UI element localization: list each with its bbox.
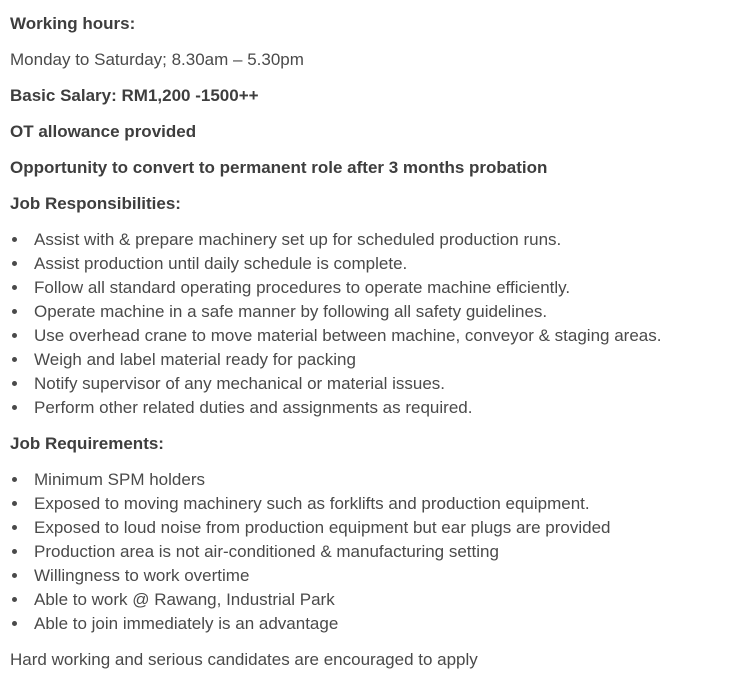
- list-item-text: Use overhead crane to move material between machine, conveyor & staging areas.: [34, 326, 662, 345]
- list-item-text: Production area is not air-conditioned & manufacturing setting: [34, 542, 499, 561]
- salary-text: Basic Salary: RM1,200 -1500++: [10, 86, 259, 105]
- bullet-icon: [12, 573, 17, 578]
- list-item-text: Able to work @ Rawang, Industrial Park: [34, 590, 335, 609]
- requirements-list: [10, 468, 732, 636]
- list-item-text: Exposed to moving machinery such as forklifts and production equipment.: [34, 494, 590, 513]
- list-item: [10, 468, 732, 492]
- working-hours-heading: Working hours:: [10, 14, 136, 33]
- closing-text: Hard working and serious candidates are encouraged to apply: [10, 650, 478, 669]
- list-item: [10, 300, 732, 324]
- bullet-icon: [12, 309, 17, 314]
- list-item: [10, 588, 732, 612]
- bullet-icon: [12, 597, 17, 602]
- bullet-icon: [12, 621, 17, 626]
- ot-text: OT allowance provided: [10, 122, 197, 141]
- list-item: [10, 540, 732, 564]
- bullet-icon: [12, 525, 17, 530]
- working-hours-value: Monday to Saturday; 8.30am – 5.30pm: [10, 50, 304, 69]
- list-item: [10, 516, 732, 540]
- list-item: [10, 348, 732, 372]
- list-item: [10, 612, 732, 636]
- list-item: [10, 324, 732, 348]
- list-item: [10, 252, 732, 276]
- list-item: [10, 372, 732, 396]
- bullet-icon: [12, 237, 17, 242]
- bullet-icon: [12, 285, 17, 290]
- list-item-text: Weigh and label material ready for packing: [34, 350, 356, 369]
- opportunity-text: Opportunity to convert to permanent role after 3 months probation: [10, 158, 548, 177]
- list-item: [10, 228, 732, 252]
- list-item: [10, 564, 732, 588]
- bullet-icon: [12, 261, 17, 266]
- list-item-text: Able to join immediately is an advantage: [34, 614, 339, 633]
- list-item-text: Perform other related duties and assignments as required.: [34, 398, 473, 417]
- list-item-text: Assist with & prepare machinery set up for scheduled production runs.: [34, 230, 562, 249]
- list-item-text: Minimum SPM holders: [34, 470, 205, 489]
- bullet-icon: [12, 501, 17, 506]
- responsibilities-heading: Job Responsibilities:: [10, 194, 181, 213]
- list-item: [10, 396, 732, 420]
- bullet-icon: [12, 381, 17, 386]
- bullet-icon: [12, 477, 17, 482]
- bullet-icon: [12, 357, 17, 362]
- list-item-text: Operate machine in a safe manner by following all safety guidelines.: [34, 302, 548, 321]
- list-item: [10, 276, 732, 300]
- bullet-icon: [12, 333, 17, 338]
- list-item-text: Willingness to work overtime: [34, 566, 250, 585]
- list-item-text: Notify supervisor of any mechanical or material issues.: [34, 374, 445, 393]
- list-item: [10, 492, 732, 516]
- list-item-text: Follow all standard operating procedures to operate machine efficiently.: [34, 278, 571, 297]
- requirements-heading: Job Requirements:: [10, 434, 164, 453]
- list-item-text: Exposed to loud noise from production equipment but ear plugs are provided: [34, 518, 611, 537]
- list-item-text: Assist production until daily schedule is complete.: [34, 254, 408, 273]
- bullet-icon: [12, 405, 17, 410]
- bullet-icon: [12, 549, 17, 554]
- responsibilities-list: [10, 228, 732, 420]
